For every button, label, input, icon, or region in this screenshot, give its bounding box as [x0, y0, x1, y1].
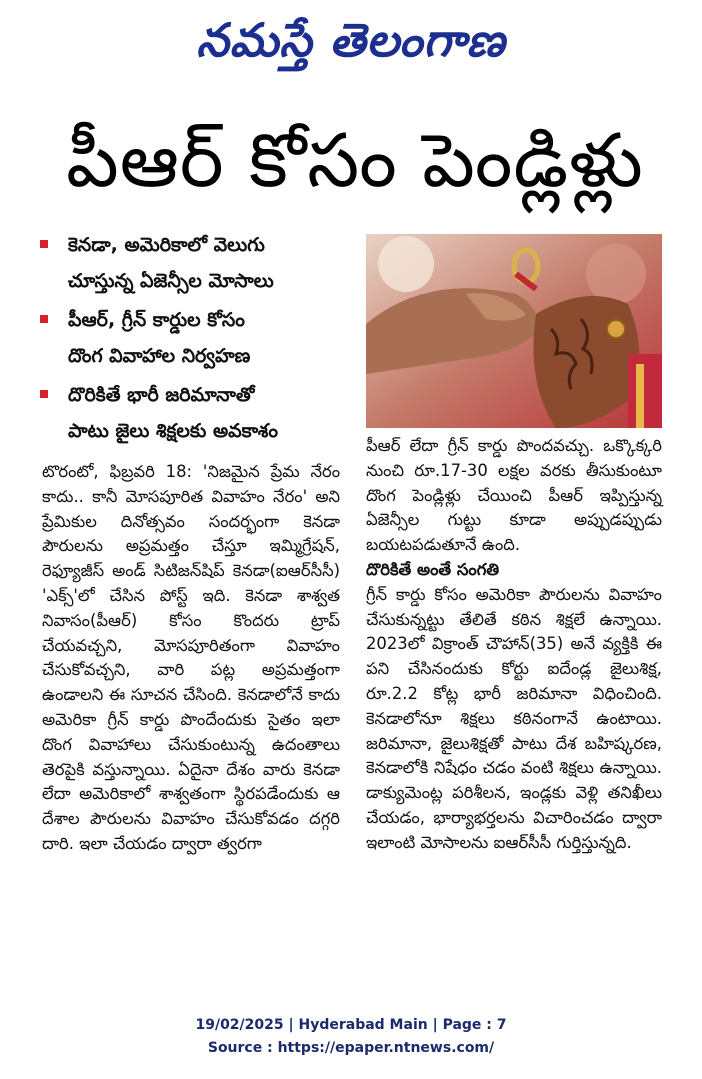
footer-source-link[interactable]: Source : https://epaper.ntnews.com/	[207, 1040, 495, 1056]
bullet-line: పాటు జైలు శిక్షలకు అవకాశం	[68, 420, 279, 442]
wedding-rings-photo	[366, 234, 662, 428]
highlight-bullets	[40, 232, 360, 457]
masthead-title: నమస్తే తెలంగాణ	[196, 13, 506, 67]
bullet-square-icon	[40, 390, 48, 398]
bullet-item	[40, 382, 360, 445]
bullet-square-icon	[40, 315, 48, 323]
bullet-line: పీఆర్, గ్రీన్ కార్డుల కోసం	[68, 309, 245, 331]
body-paragraph: గ్రీన్ కార్డు కోసం అమెరికా పౌరులను వివాహం చేసుకున్నట్టు తేలితే కఠిన శిక్షలే ఉన్నాయి. 2023లో విక్రాంత్ చౌహాన్(35) అనే వ్యక్తికి ఈ పని చేసినందుకు కోర్టు ఐదేండ్ల జైలుశిక్ష, రూ.2.2 కోట్ల భారీ జరిమానా విధించింది. కెనడాలోనూ శిక్షలు కఠినంగానే ఉంటాయి. జరిమానా, జైలుశిక్షతో పాటు దేశ బహిష్కరణ, కెనడాలోకి నిషేధం చడం వంటి శిక్షలు ఉన్నాయి. డాక్యుమెంట్ల పరిశీలన, ఇండ్లకు వెళ్లి తనిఖీలు చేయడం, భార్యాభర్తలను విచారించడం ద్వారా ఇలాంటి మోసాలను ఐఆర్‌సీసీ గుర్తిస్తున్నది.	[366, 584, 662, 852]
body-paragraph: పీఆర్ లేదా గ్రీన్ కార్డు పొందవచ్చు. ఒక్కొక్కరి నుంచి రూ.17-30 లక్షల వరకు తీసుకుంటూ దొంగ పెండ్లిళ్లు చేయించి పీఆర్ ఇప్పిస్తున్న ఏజెన్సీల గుట్టు కూడా అప్పుడప్పుడు బయటపడుతూనే ఉంది.	[366, 436, 662, 555]
masthead	[0, 8, 702, 72]
bullet-item	[40, 307, 360, 370]
bullet-line: దొరికితే భారీ జరిమానాతో	[68, 384, 255, 406]
bullet-item	[40, 232, 360, 295]
article-body-left-column	[42, 460, 340, 857]
bullet-square-icon	[40, 240, 48, 248]
headline-text: పీఆర్ కోసం పెండ్లిళ్లు	[66, 118, 644, 204]
body-paragraph: టొరంటో, ఫిబ్రవరి 18: 'నిజమైన ప్రేమ నేరం కాదు.. కానీ మోసపూరిత వివాహం నేరం' అని ప్రేమికుల దినోత్సవం సందర్భంగా కెనడా పౌరులను అప్రమత్తం చేస్తూ ఇమ్మిగ్రేషన్, రెఫ్యూజీస్ అండ్ సిటిజన్‌షిప్ కెనడా(ఐఆర్‌సీసీ) 'ఎక్స్'లో చేసిన పోస్ట్ ఇది. కెనడా శాశ్వత నివాసం(పీఆర్) కోసం కొందరు ట్రాప్ చేయవచ్చని, మోసపూరితంగా వివాహం చేసుకోవచ్చని, వారి పట్ల అప్రమత్తంగా ఉండాలని ఈ సూచన చేసింది. కెనడాలోనే కాదు అమెరికా గ్రీన్ కార్డు పొందేందుకు సైతం ఇలా దొంగ వివాహాలు చేసుకుంటున్న ఉదంతాలు తెరపైకి వస్తున్నాయి. ఏదైనా దేశం వారు కెనడా లేదా అమెరికాలో శాశ్వతంగా స్థిరపడేందుకు ఆ దేశాల పౌరులను వివాహం చేసుకోవడం దగ్గరి దారి. ఇలా చేయడం ద్వారా త్వరగా	[42, 462, 340, 853]
article-headline	[30, 106, 680, 226]
bullet-line: కెనడా, అమెరికాలో వెలుగు	[68, 234, 265, 256]
bullet-line: చూస్తున్న ఏజెన్సీల మోసాలు	[68, 270, 274, 292]
section-subhead: దొరికితే అంతే సంగతి	[366, 559, 500, 579]
photo-illustration	[366, 234, 662, 428]
article-body-right-column	[366, 434, 662, 856]
bullet-line: దొంగ వివాహాల నిర్వహణ	[68, 345, 251, 367]
footer-edition-info: 19/02/2025 | Hyderabad Main | Page : 7	[195, 1017, 507, 1033]
